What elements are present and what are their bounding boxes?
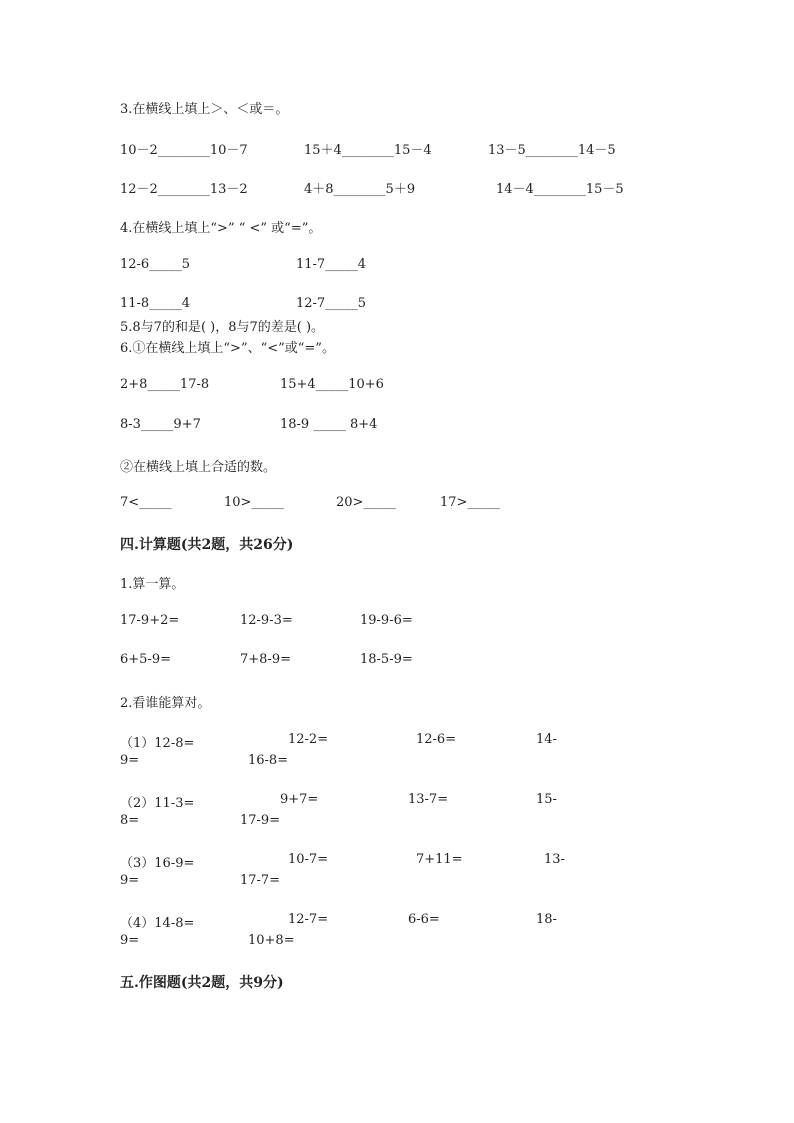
q6-blank: 20>_____ <box>336 495 396 510</box>
calc-item: 12-6= <box>416 732 457 747</box>
calc-item: 12-9-3= <box>240 613 293 628</box>
calc-item: 6+5-9= <box>120 652 171 667</box>
calc-item: 10-7= <box>288 852 329 867</box>
calc-item: 8= <box>120 813 140 828</box>
q6-subtitle: ②在横线上填上合适的数。 <box>120 460 277 475</box>
calc-item: 17-9= <box>240 813 281 828</box>
calc-item: 7+8-9= <box>240 652 291 667</box>
calc-item: （4）14-8= <box>120 916 195 931</box>
calc-item: 10+8= <box>248 933 295 948</box>
q6-blank: 7<_____ <box>120 495 172 510</box>
calc-item: 13-7= <box>408 792 449 807</box>
section4-q2-title: 2.看谁能算对。 <box>120 696 211 711</box>
calc-item: （2）11-3= <box>120 796 195 811</box>
section4-q1-title: 1.算一算。 <box>120 577 185 592</box>
q5-title: 5.8与7的和是( )，8与7的差是( )。 <box>120 320 325 335</box>
q3-item: 13－5________14－5 <box>488 143 616 158</box>
q4-item: 11-8_____4 <box>120 296 190 311</box>
q3-item: 14－4________15－5 <box>496 182 624 197</box>
q6-blank: 10>_____ <box>224 495 284 510</box>
calc-item: 13- <box>544 852 565 867</box>
calc-item: （1）12-8= <box>120 736 195 751</box>
q3-item: 4＋8________5＋9 <box>304 182 416 197</box>
q3-title: 3.在横线上填上＞、＜或＝。 <box>120 102 289 117</box>
q6-title: 6.①在横线上填上“>”、“<”或“=”。 <box>120 341 335 356</box>
q4-title: 4.在横线上填上“>” “ <” 或“=”。 <box>120 221 322 236</box>
q3-item: 12－2________13－2 <box>120 182 248 197</box>
calc-item: 16-8= <box>248 753 289 768</box>
q6-item: 15+4_____10+6 <box>280 377 384 392</box>
q6-blank: 17>_____ <box>440 495 500 510</box>
calc-item: （3）16-9= <box>120 856 195 871</box>
q3-item: 10－2________10－7 <box>120 143 248 158</box>
calc-item: 7+11= <box>416 852 463 867</box>
calc-item: 9= <box>120 753 140 768</box>
calc-item: 6-6= <box>408 912 440 927</box>
section4-heading: 四.计算题(共2题，共26分) <box>120 537 294 553</box>
q4-item: 12-7_____5 <box>296 296 366 311</box>
calc-item: 14- <box>536 732 557 747</box>
q4-item: 12-6_____5 <box>120 257 190 272</box>
calc-item: 19-9-6= <box>360 613 413 628</box>
calc-item: 9= <box>120 933 140 948</box>
q4-item: 11-7_____4 <box>296 257 366 272</box>
calc-item: 17-7= <box>240 873 281 888</box>
q3-item: 15＋4________15－4 <box>304 143 432 158</box>
calc-item: 12-2= <box>288 732 329 747</box>
q6-item: 8-3_____9+7 <box>120 417 201 432</box>
calc-item: 12-7= <box>288 912 329 927</box>
section5-heading: 五.作图题(共2题，共9分) <box>120 975 284 991</box>
calc-item: 15- <box>536 792 557 807</box>
calc-item: 9= <box>120 873 140 888</box>
calc-item: 18-5-9= <box>360 652 413 667</box>
calc-item: 18- <box>536 912 557 927</box>
q6-item: 18-9 _____ 8+4 <box>280 417 378 432</box>
calc-item: 17-9+2= <box>120 613 180 628</box>
q6-item: 2+8_____17-8 <box>120 377 210 392</box>
calc-item: 9+7= <box>280 792 319 807</box>
